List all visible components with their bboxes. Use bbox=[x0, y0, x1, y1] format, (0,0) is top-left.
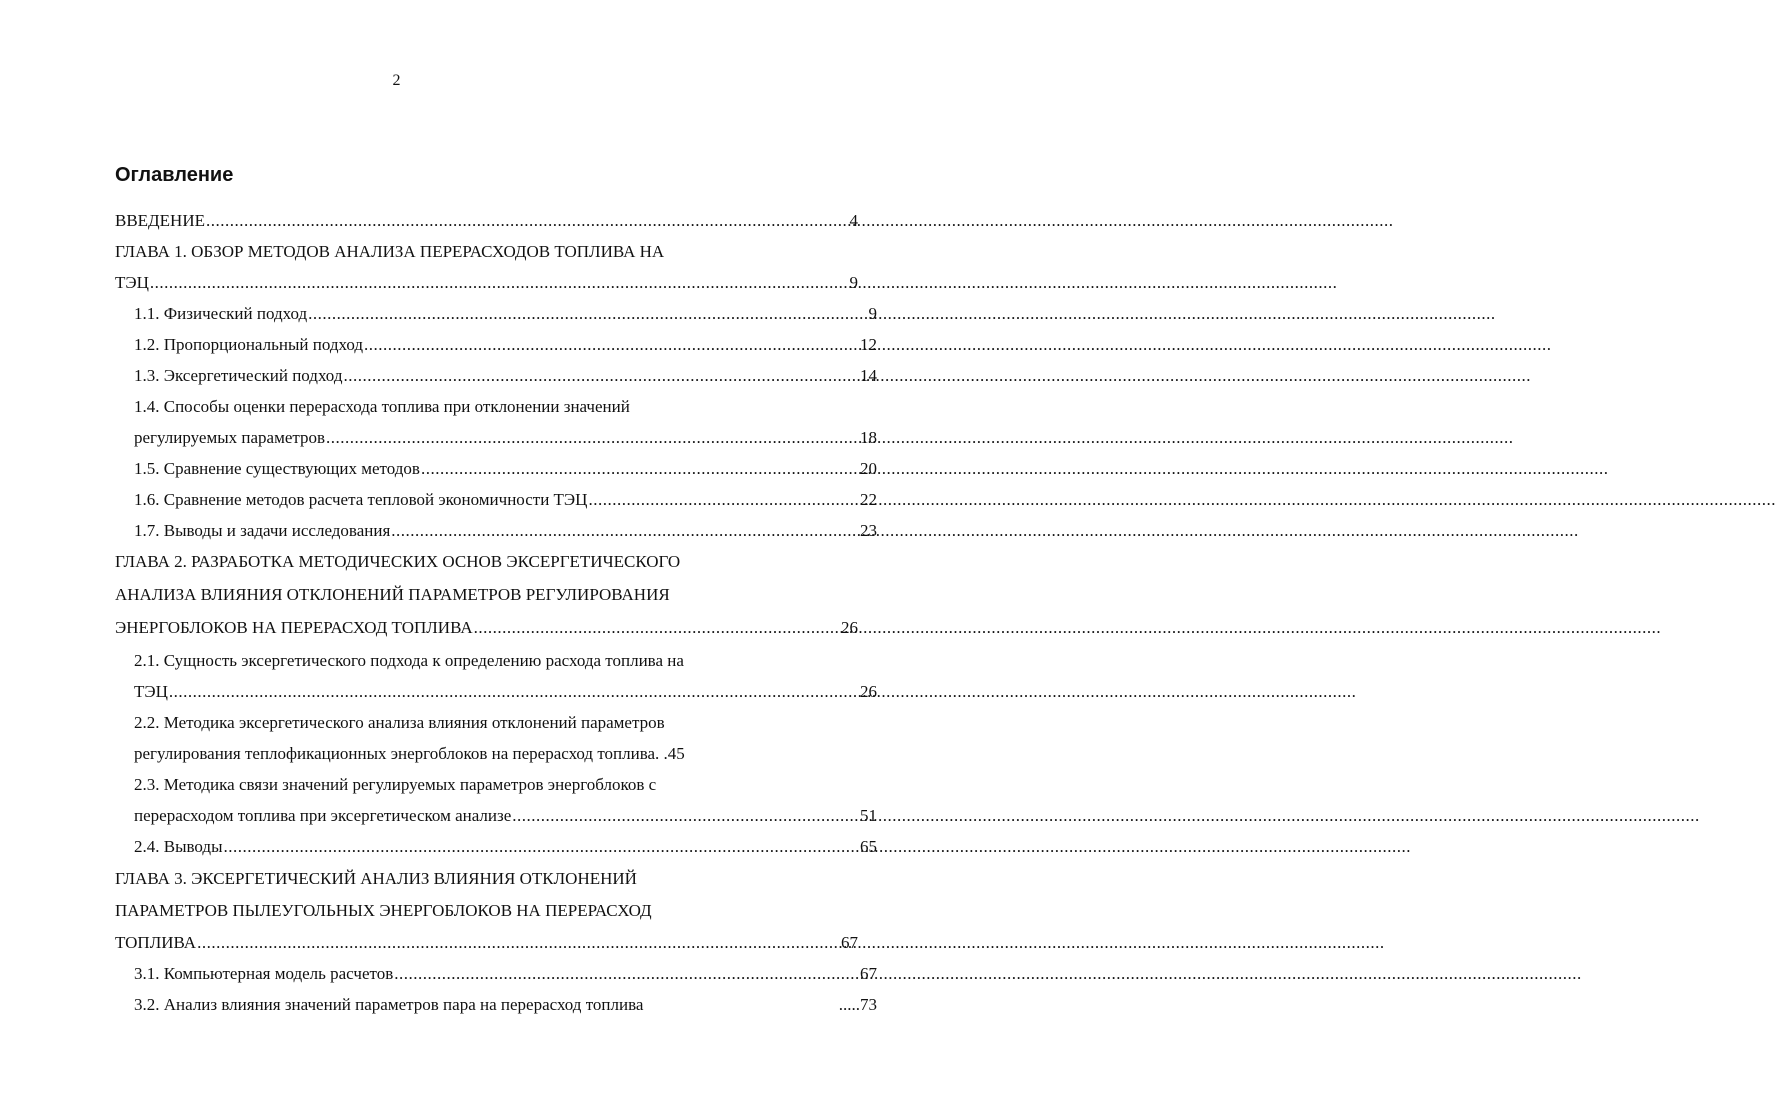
toc-entry-text: перерасходом топлива при эксергетическом анализе bbox=[134, 806, 512, 825]
toc-entry-1-7[interactable] bbox=[0, 510, 927, 541]
toc-entry-text: ЭНЕРГОБЛОКОВ НА ПЕРЕРАСХОД ТОПЛИВА bbox=[115, 618, 473, 637]
dot-leader bbox=[474, 618, 840, 638]
toc-entry-chapter-2[interactable] bbox=[0, 541, 908, 572]
dot-leader bbox=[150, 273, 849, 293]
toc-entry-page: 26 bbox=[841, 618, 858, 637]
toc-entry-2-1[interactable] bbox=[0, 640, 927, 671]
toc-entry-page: 9 bbox=[868, 304, 877, 323]
toc-entry-page: 12 bbox=[860, 335, 877, 354]
dot-leader bbox=[326, 428, 859, 448]
dot-leader bbox=[394, 964, 859, 984]
toc-entry-text: 2.4. Выводы bbox=[134, 837, 223, 856]
toc-entry-3-2[interactable] bbox=[0, 984, 927, 1015]
dot-leader bbox=[169, 682, 859, 702]
toc-entry-text: регулируемых параметров bbox=[134, 428, 326, 447]
toc-entry-2-4[interactable] bbox=[0, 826, 927, 857]
toc-entry-text: ГЛАВА 1. ОБЗОР МЕТОДОВ АНАЛИЗА ПЕРЕРАСХОДОВ ТОПЛИВА НА bbox=[115, 242, 665, 261]
toc-entry-page: 26 bbox=[860, 682, 877, 701]
toc-entry-text: регулирования теплофикационных энергоблоков на перерасход топлива. .45 bbox=[134, 744, 685, 763]
toc-title: Оглавление bbox=[115, 164, 234, 186]
toc-entry-chapter-2-cont[interactable] bbox=[0, 574, 908, 605]
toc-entry-1-2[interactable] bbox=[0, 324, 927, 355]
toc-entry-text: 2.1. Сущность эксергетического подхода к определению расхода топлива на bbox=[134, 651, 684, 670]
toc-entry-text: 1.1. Физический подход bbox=[134, 304, 308, 323]
toc-entry-text: 3.2. Анализ влияния значений параметров пара на перерасход топлива bbox=[134, 995, 644, 1014]
toc-entry-2-1-cont[interactable] bbox=[0, 671, 927, 702]
toc-entry-text: АНАЛИЗА ВЛИЯНИЯ ОТКЛОНЕНИЙ ПАРАМЕТРОВ РЕГУЛИРОВАНИЯ bbox=[115, 585, 670, 604]
toc-entry-text: 2.2. Методика эксергетического анализа влияния отклонений параметров bbox=[134, 713, 665, 732]
toc-entry-text: ГЛАВА 2. РАЗРАБОТКА МЕТОДИЧЕСКИХ ОСНОВ ЭКСЕРГЕТИЧЕСКОГО bbox=[115, 552, 681, 571]
toc-entry-text: 1.7. Выводы и задачи исследования bbox=[134, 521, 391, 540]
toc-entry-page: 20 bbox=[860, 459, 877, 478]
toc-entry-text: ТЭЦ bbox=[115, 273, 149, 292]
toc-entry-introduction[interactable] bbox=[0, 200, 908, 231]
dot-leader bbox=[343, 366, 859, 386]
toc-entry-page: 22 bbox=[860, 490, 877, 509]
toc-entry-text: 1.5. Сравнение существующих методов bbox=[134, 459, 420, 478]
dot-leader bbox=[391, 521, 859, 541]
toc-entry-2-2-cont[interactable] bbox=[0, 733, 927, 764]
toc-entry-page: 23 bbox=[860, 521, 877, 540]
toc-entry-chapter-3-cont[interactable] bbox=[0, 890, 908, 921]
toc-entry-chapter-3-cont-2[interactable] bbox=[0, 922, 908, 953]
dot-leader bbox=[197, 933, 840, 953]
table-of-contents bbox=[0, 0, 877, 1093]
toc-entry-2-3[interactable] bbox=[0, 764, 927, 795]
toc-entry-text: 1.3. Эксергетический подход bbox=[134, 366, 343, 385]
page-number: 2 bbox=[392, 72, 401, 89]
toc-entry-chapter-1[interactable] bbox=[0, 231, 908, 262]
toc-entry-page: 67 bbox=[860, 964, 877, 983]
dot-leader bbox=[308, 304, 867, 324]
toc-entry-text: ГЛАВА 3. ЭКСЕРГЕТИЧЕСКИЙ АНАЛИЗ ВЛИЯНИЯ ОТКЛОНЕНИЙ bbox=[115, 869, 637, 888]
toc-entry-text: ВВЕДЕНИЕ bbox=[115, 211, 205, 230]
toc-entry-1-4-cont[interactable] bbox=[0, 417, 927, 448]
toc-entry-page: 67 bbox=[841, 933, 858, 952]
toc-entry-1-3[interactable] bbox=[0, 355, 927, 386]
toc-entry-1-6[interactable] bbox=[0, 479, 927, 510]
toc-entry-1-5[interactable] bbox=[0, 448, 927, 479]
toc-entry-3-1[interactable] bbox=[0, 953, 927, 984]
toc-entry-chapter-1-cont[interactable] bbox=[0, 262, 908, 293]
dot-leader bbox=[224, 837, 859, 857]
toc-entry-text: ТЭЦ bbox=[134, 682, 168, 701]
toc-entry-2-3-cont[interactable] bbox=[0, 795, 927, 826]
toc-entry-text: 1.4. Способы оценки перерасхода топлива при отклонении значений bbox=[134, 397, 630, 416]
toc-entry-1-4[interactable] bbox=[0, 386, 927, 417]
toc-entry-text: 1.2. Пропорциональный подход bbox=[134, 335, 363, 354]
toc-entry-page: 65 bbox=[860, 837, 877, 856]
toc-entry-text: 3.1. Компьютерная модель расчетов bbox=[134, 964, 394, 983]
dot-leader bbox=[421, 459, 859, 479]
toc-entry-page: .....73 bbox=[838, 995, 877, 1014]
dot-leader bbox=[512, 806, 859, 826]
toc-entry-1-1[interactable] bbox=[0, 293, 927, 324]
dot-leader bbox=[588, 490, 859, 510]
toc-entry-chapter-3[interactable] bbox=[0, 858, 908, 889]
toc-entry-text: ТОПЛИВА bbox=[115, 933, 197, 952]
toc-entry-page: 18 bbox=[860, 428, 877, 447]
toc-entry-2-2[interactable] bbox=[0, 702, 927, 733]
dot-leader bbox=[206, 211, 849, 231]
toc-entry-text: 1.6. Сравнение методов расчета тепловой экономичности ТЭЦ bbox=[134, 490, 588, 509]
toc-entry-page: 51 bbox=[860, 806, 877, 825]
toc-entry-text: 2.3. Методика связи значений регулируемых параметров энергоблоков с bbox=[134, 775, 657, 794]
toc-entry-text: ПАРАМЕТРОВ ПЫЛЕУГОЛЬНЫХ ЭНЕРГОБЛОКОВ НА ПЕРЕРАСХОД bbox=[115, 901, 652, 920]
dot-leader bbox=[364, 335, 859, 355]
toc-entry-page: 4 bbox=[849, 211, 858, 230]
toc-entry-page: 9 bbox=[849, 273, 858, 292]
toc-entry-chapter-2-cont-2[interactable] bbox=[0, 607, 908, 638]
toc-entry-page: 14 bbox=[860, 366, 877, 385]
